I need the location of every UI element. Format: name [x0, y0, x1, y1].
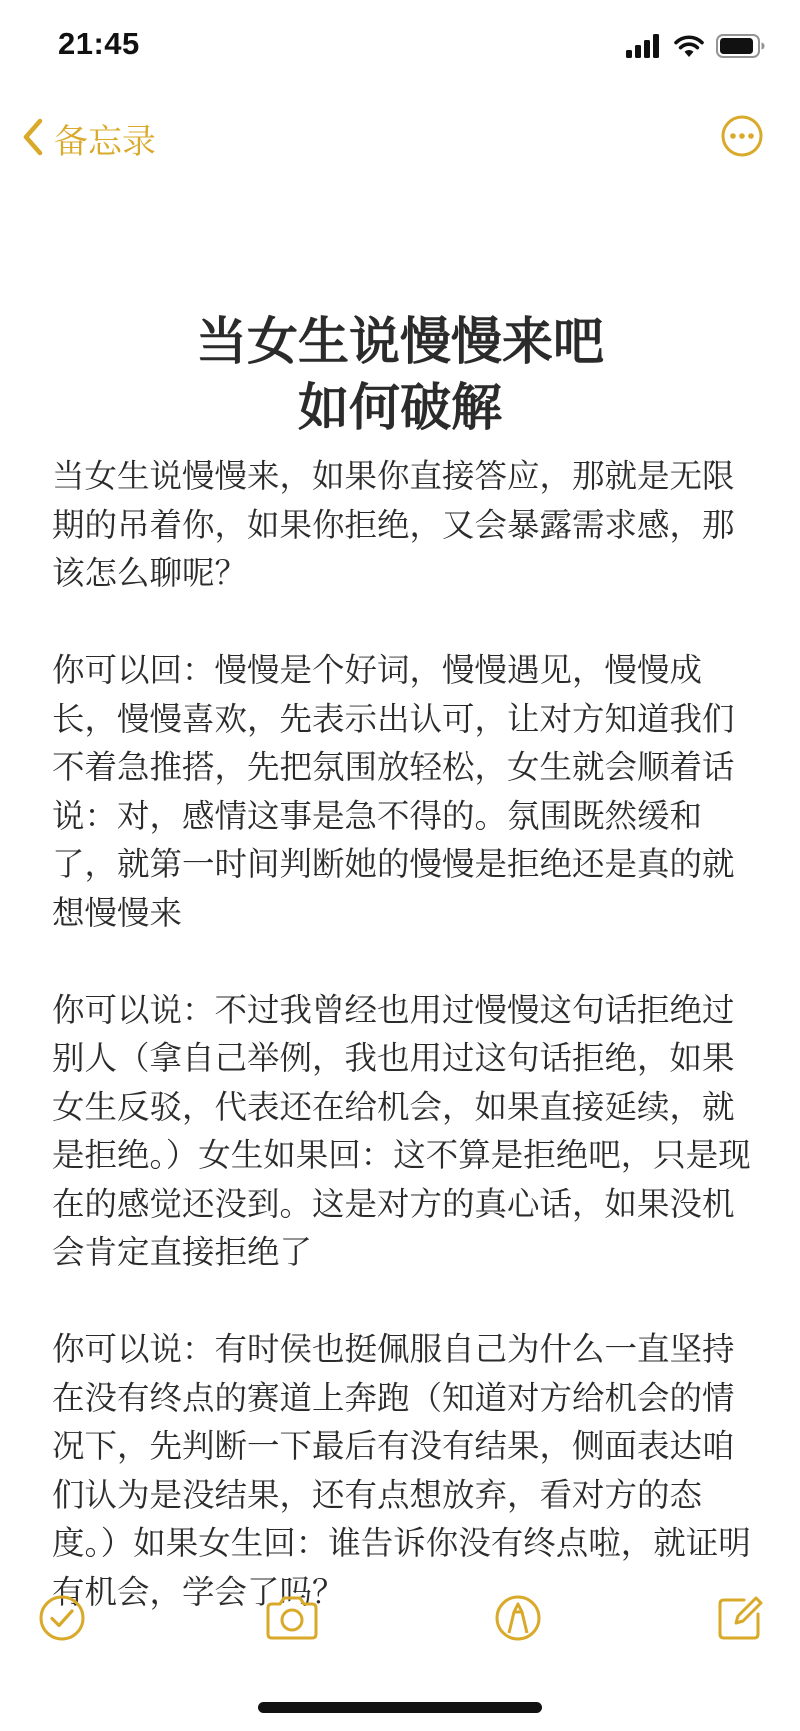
- checklist-button[interactable]: [36, 1592, 88, 1644]
- markup-button[interactable]: [492, 1592, 544, 1644]
- camera-button[interactable]: [262, 1592, 322, 1644]
- note-paragraph: 你可以说：不过我曾经也用过慢慢这句话拒绝过别人（拿自己举例，我也用过这句话拒绝，如果女生反驳，代表还在给机会，如果直接延续，就是拒绝。）女生如果回：这不算是拒绝吧，只是现在的感觉还没到。这是对方的真心话，如果没机会肯定直接拒绝了: [52, 990, 751, 1271]
- note-paragraph: 你可以回：慢慢是个好词，慢慢遇见，慢慢成长，慢慢喜欢，先表示出认可，让对方知道我们不着急推搭，先把氛围放轻松，女生就会顺着话说：对，感情这事是急不得的。氛围既然缓和了，就第一时间判断她的慢慢是拒绝还是真的就想慢慢来: [52, 651, 735, 932]
- more-button[interactable]: [720, 114, 764, 158]
- compose-button[interactable]: [714, 1592, 766, 1644]
- ellipsis-circle-icon: [720, 143, 764, 162]
- note-paragraph: 你可以说：有时侯也挺佩服自己为什么一直坚持在没有终点的赛道上奔跑（知道对方给机会的情况下，先判断一下最后有没有结果，侧面表达咱们认为是没结果，还有点想放弃，看对方的态度。）如果女生回：谁告诉你没有终点啦，就证明有机会，学会了吗？: [52, 1330, 751, 1611]
- chevron-left-icon: [22, 118, 44, 160]
- bottom-toolbar: [0, 1592, 800, 1672]
- back-label: 备忘录: [54, 122, 156, 162]
- note-body[interactable]: [52, 452, 752, 1665]
- back-button[interactable]: [22, 114, 156, 163]
- camera-icon: [262, 1629, 322, 1648]
- battery-icon: [716, 34, 766, 62]
- home-indicator[interactable]: [258, 1702, 542, 1713]
- status-bar: [0, 0, 800, 96]
- checklist-icon: [36, 1629, 88, 1648]
- nav-bar: [0, 100, 800, 180]
- note-title[interactable]: [0, 310, 800, 442]
- note-title-line: 当女生说慢慢来吧: [195, 313, 604, 372]
- markup-pen-icon: [492, 1629, 544, 1648]
- status-icons: [626, 34, 766, 62]
- compose-icon: [714, 1629, 766, 1648]
- note-title-line: 如何破解: [297, 379, 502, 438]
- note-paragraph: 当女生说慢慢来，如果你直接答应，那就是无限期的吊着你，如果你拒绝，又会暴露需求感，那该怎么聊呢？: [52, 457, 735, 592]
- cellular-signal-icon: [626, 34, 662, 62]
- status-time: 21:45: [58, 26, 140, 61]
- wifi-icon: [674, 34, 704, 62]
